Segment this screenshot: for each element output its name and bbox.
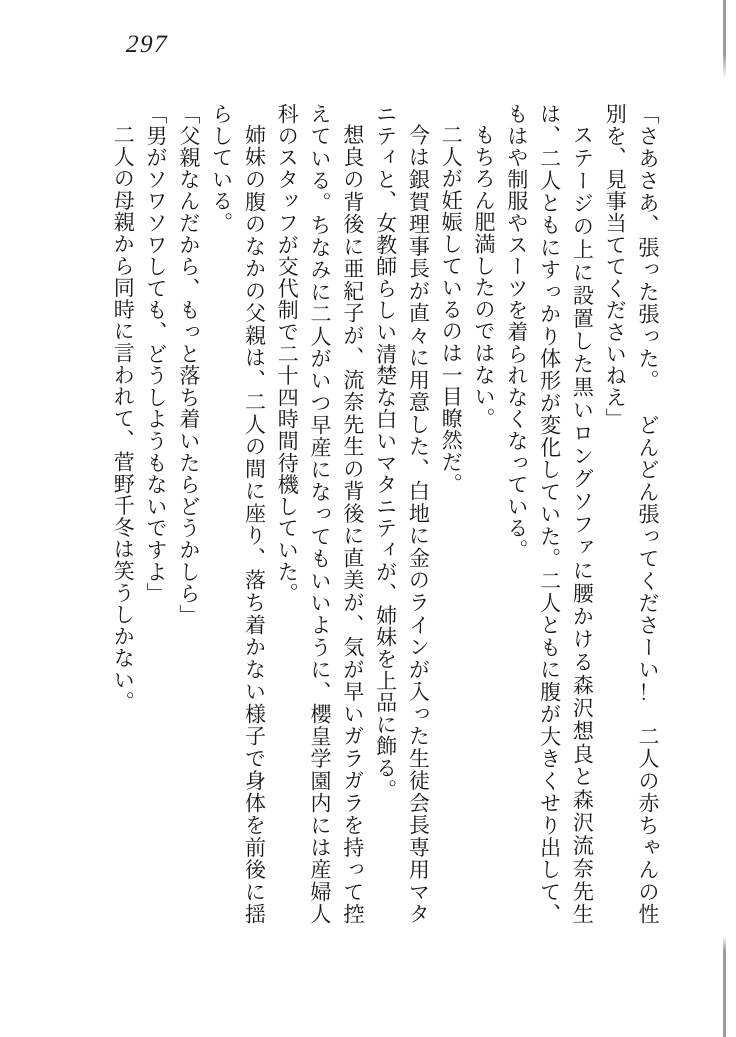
paragraph: 想良の背後に亜紀子が、流奈先生の背後に直美が、気が早いガラガラを持って控えている。ちなみに二人がいつ早産になってもいいように、櫻皇学園内には産婦人科のスタッフが交代制で二十四時間待機していた。 <box>275 103 365 925</box>
scan-edge-line <box>723 936 726 1037</box>
paragraph: 「さあさあ、張った張った。 どんどん張ってくださーい！ 二人の赤ちゃんの性別を、見事当ててくださいねえ」 <box>603 103 660 925</box>
page-number: 297 <box>125 31 169 58</box>
text-area <box>104 103 664 925</box>
paragraph: ステージの上に設置した黒いロングソファに腰かける森沢想良と森沢流奈先生は、二人ともにすっかり体形が変化していた。二人ともに腹が大きくせり出して、もはや制服やスーツを着られなくなっている。 <box>504 103 595 925</box>
paragraph: 二人が妊娠しているのは一目瞭然だ。 <box>439 124 464 495</box>
paragraph: 「父親なんだから、もっと落ち着いたらどうかしら」 <box>176 103 201 627</box>
scan-edge-line <box>723 0 726 78</box>
paragraph: 姉妹の腹のなかの父親は、二人の間に座り、落ち着かない様子で身体を前後に揺らしている。 <box>209 103 267 925</box>
paragraph: 今は銀賀理事長が直々に用意した、白地に金のラインが入った生徒会長専用マタニティと、女教師らしい清楚な白いマタニティが、姉妹を上品に飾る。 <box>373 103 431 925</box>
paragraph: 二人の母親から同時に言われて、菅野千冬は笑うしかない。 <box>111 124 136 713</box>
paragraph: もちろん肥満したのではない。 <box>472 124 497 430</box>
paragraph: 「男がソワソワしても、どうしようもないですよ」 <box>144 103 169 605</box>
